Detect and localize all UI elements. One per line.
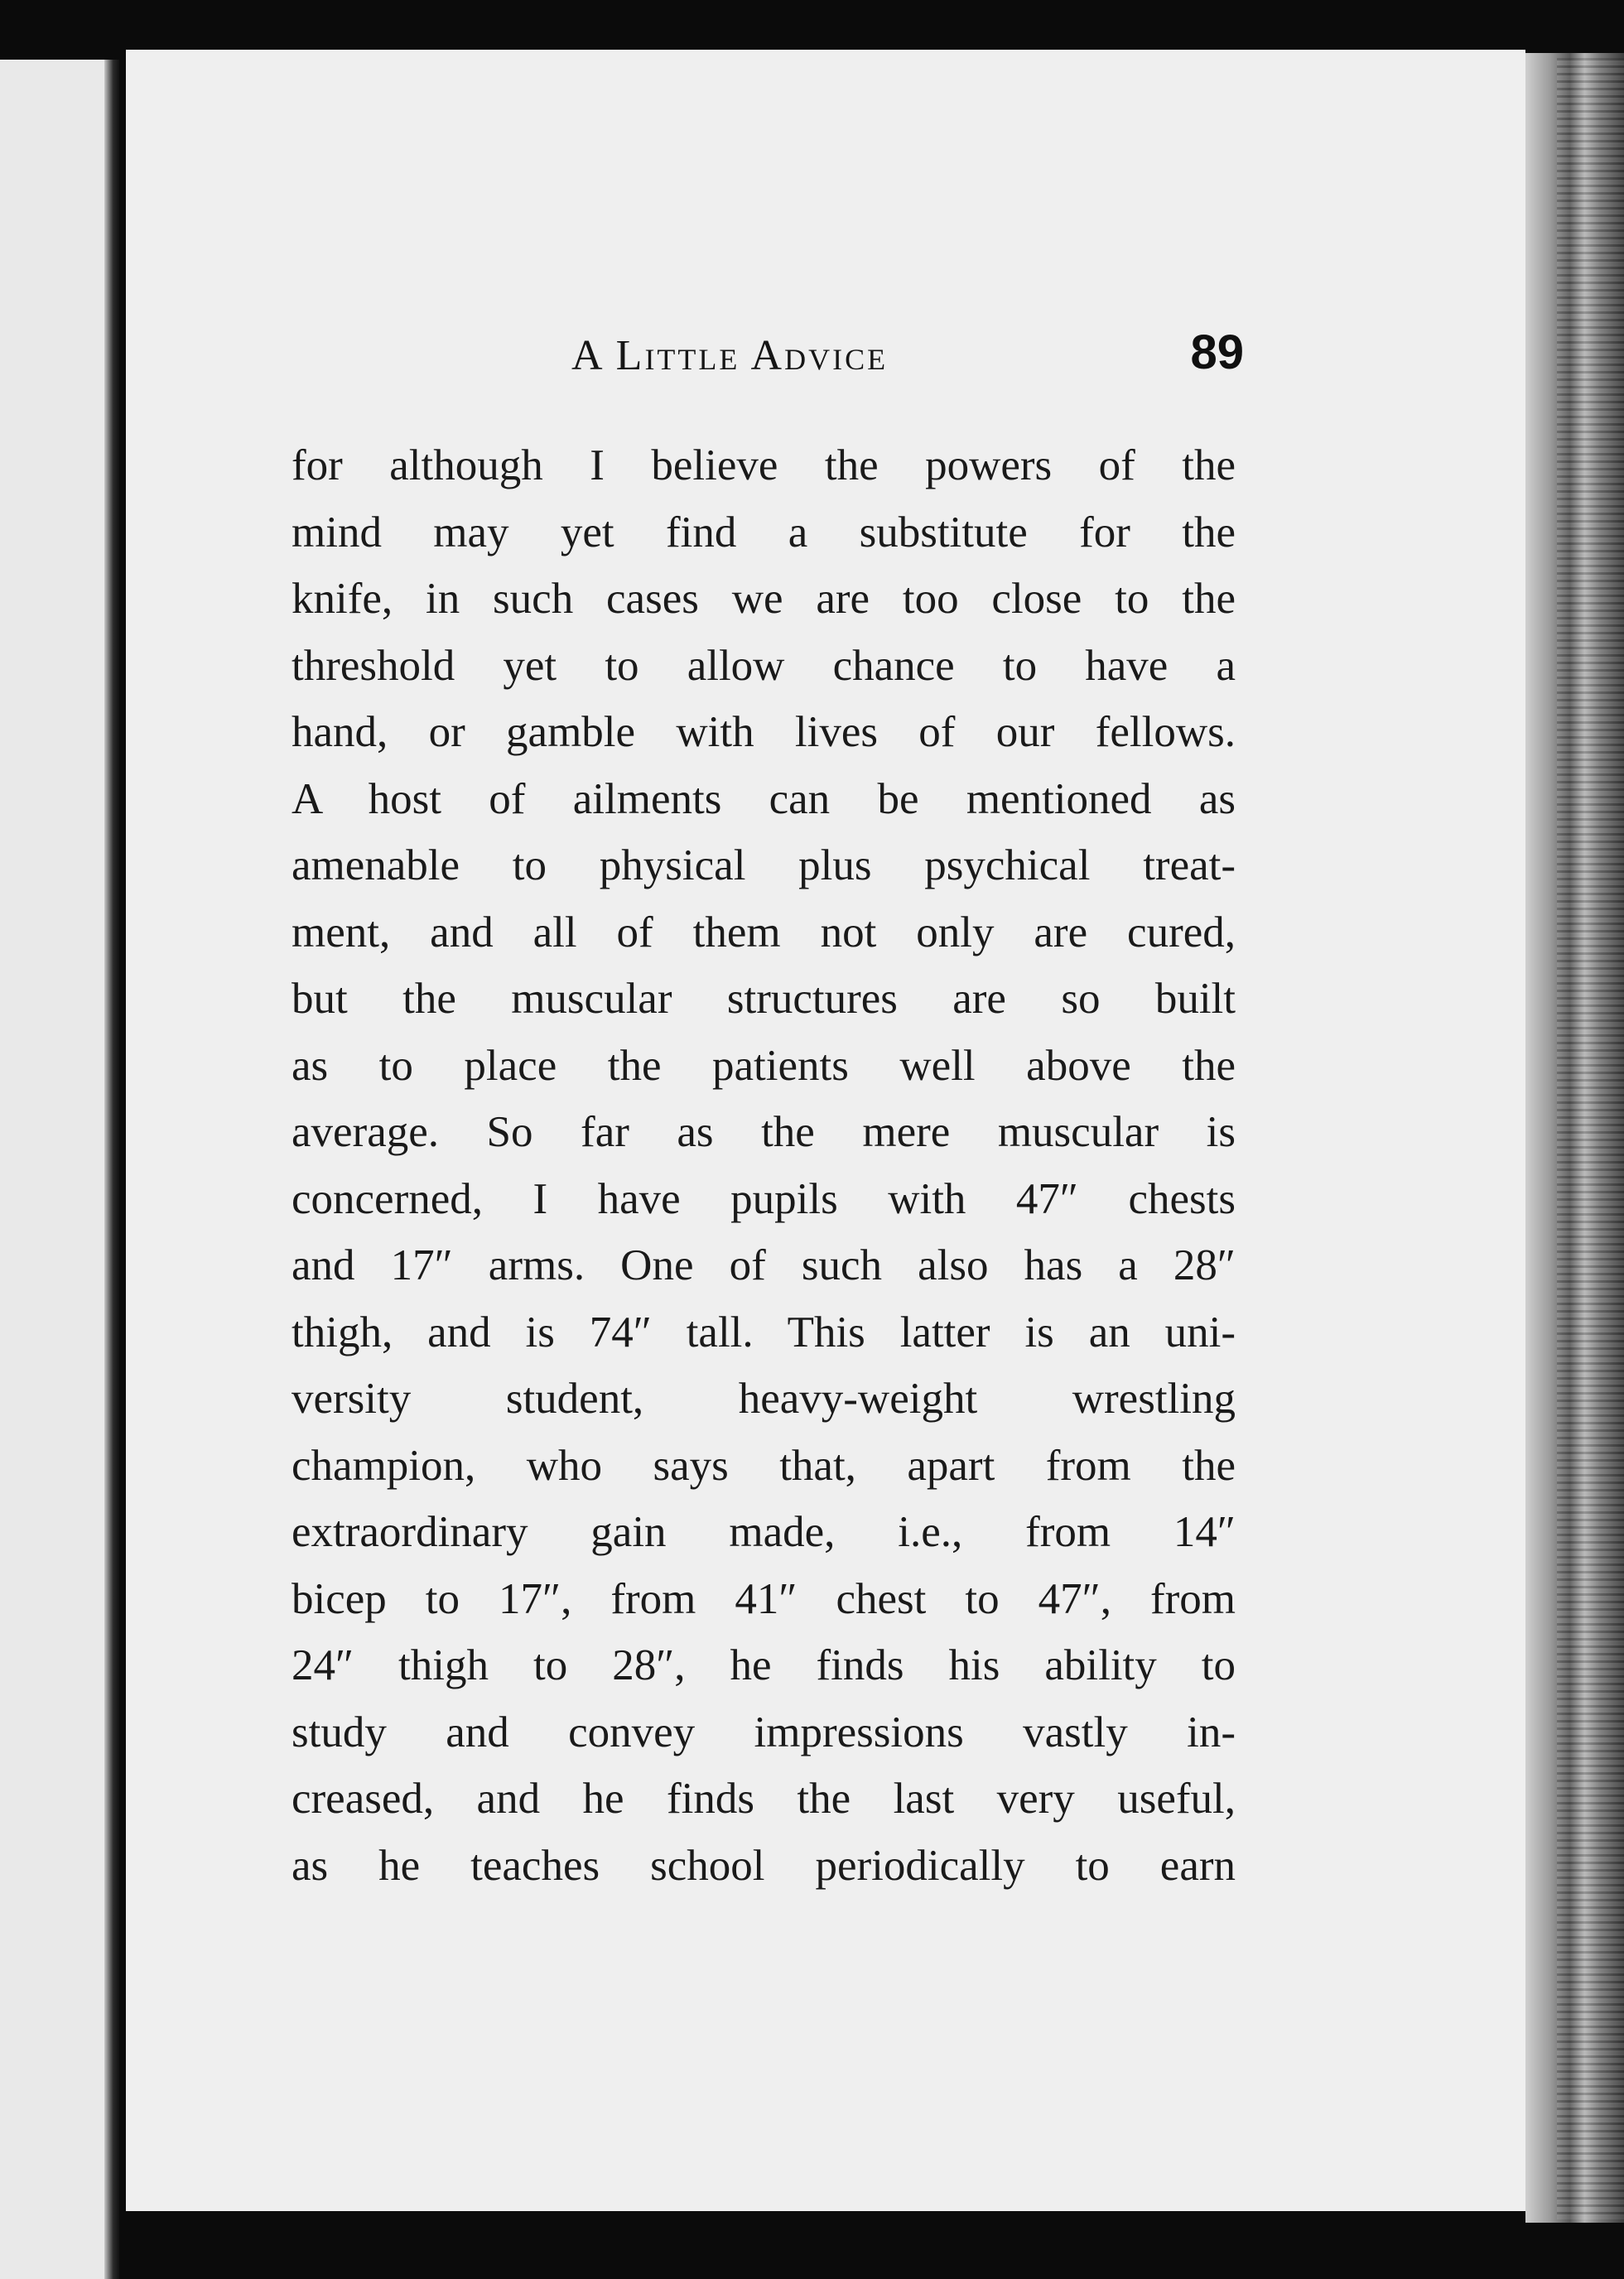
page-number: 89 (1190, 325, 1244, 379)
text-line: thigh, and is 74″ tall. This latter is an uni- (292, 1308, 1236, 1356)
text-line: average. So far as the mere muscular is (292, 1108, 1236, 1156)
page-edges-texture (1557, 58, 1624, 2219)
text-line: study and convey impressions vastly in- (292, 1708, 1236, 1756)
text-line: and 17″ arms. One of such also has a 28″ (292, 1241, 1236, 1289)
text-line: as he teaches school periodically to earn (292, 1841, 1236, 1890)
text-line: threshold yet to allow chance to have a (292, 641, 1236, 690)
body-text (292, 432, 1236, 1899)
text-line: but the muscular structures are so built (292, 975, 1236, 1023)
text-line: mind may yet find a substitute for the (292, 508, 1236, 556)
text-line: A host of ailments can be mentioned as (292, 774, 1236, 823)
text-line: ment, and all of them not only are cured, (292, 908, 1236, 956)
text-line: knife, in such cases we are too close to the (292, 575, 1236, 623)
text-line: hand, or gamble with lives of our fellows. (292, 708, 1236, 756)
text-line: amenable to physical plus psychical treat- (292, 841, 1236, 889)
text-line: as to place the patients well above the (292, 1041, 1236, 1090)
text-line: extraordinary gain made, i.e., from 14″ (292, 1508, 1236, 1556)
text-line: creased, and he finds the last very useful, (292, 1775, 1236, 1823)
book-gutter (104, 60, 119, 2279)
text-line: for although I believe the powers of the (292, 441, 1236, 489)
text-line: champion, who says that, apart from the (292, 1441, 1236, 1490)
running-title: A Little Advice (571, 332, 889, 379)
text-line: versity student, heavy-weight wrestling (292, 1375, 1236, 1423)
facing-page (0, 60, 118, 2279)
text-line: concerned, I have pupils with 47″ chests (292, 1174, 1236, 1223)
text-line: 24″ thigh to 28″, he finds his ability to (292, 1641, 1236, 1689)
text-line: bicep to 17″, from 41″ chest to 47″, from (292, 1574, 1236, 1623)
page-header (571, 325, 1244, 391)
